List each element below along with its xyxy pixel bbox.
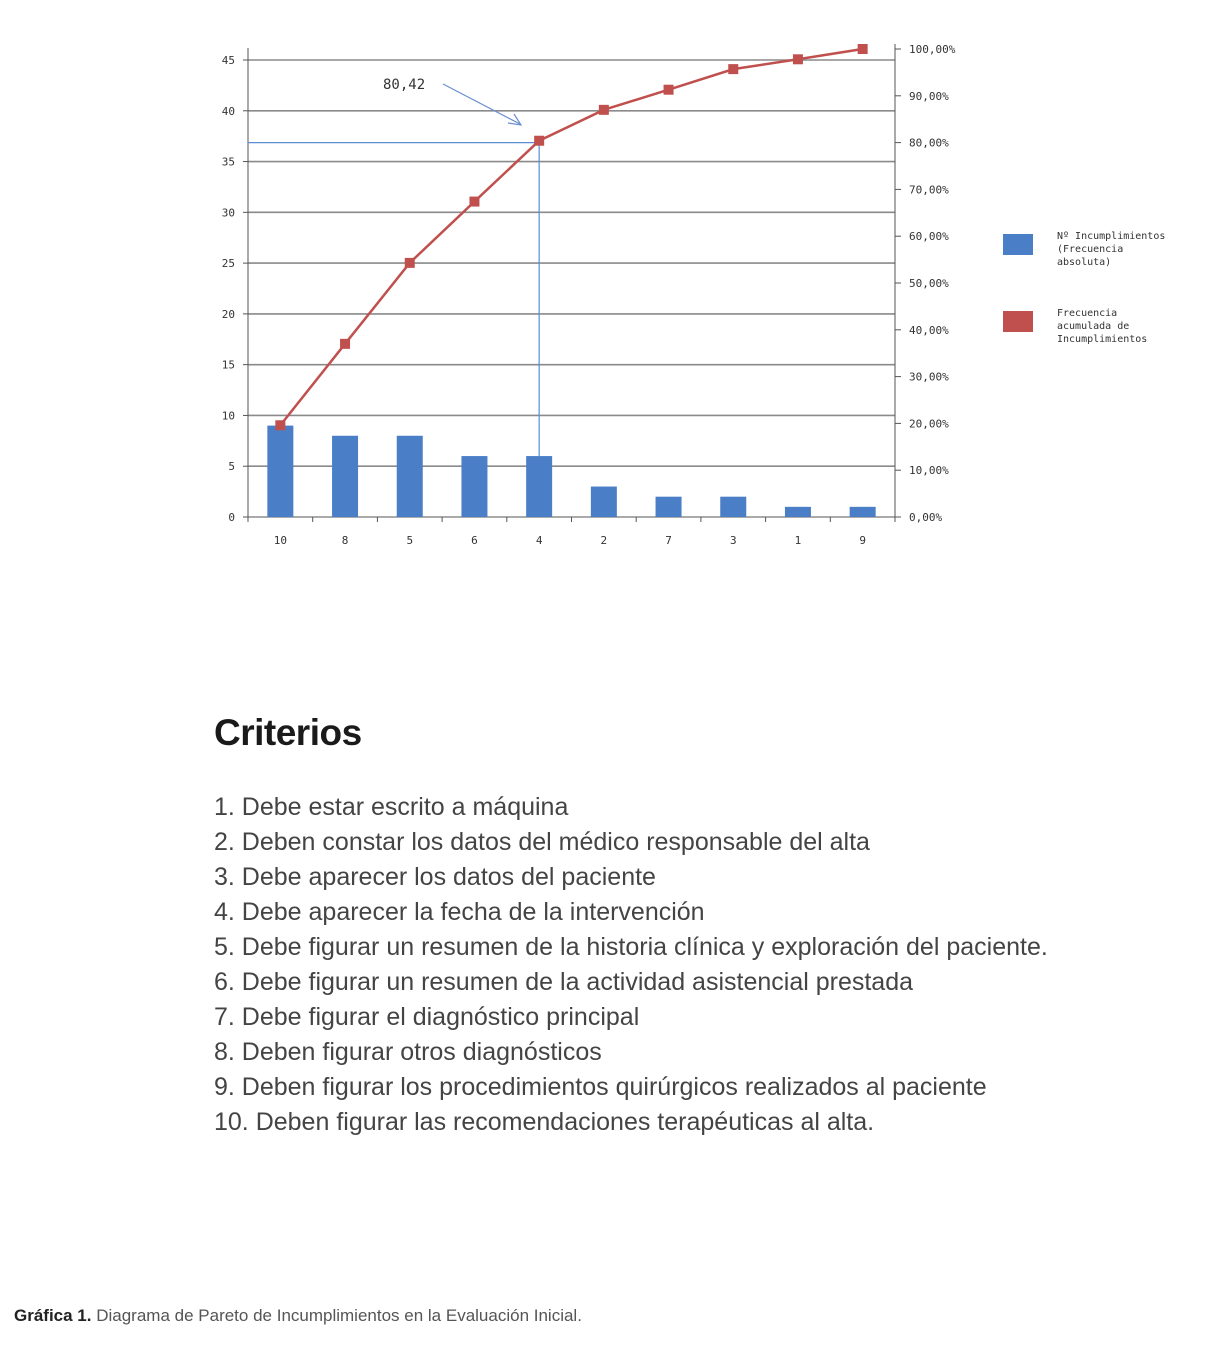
criteria-item: 9. Deben figurar los procedimientos quirúrgicos realizados al paciente bbox=[214, 1073, 987, 1101]
caption-text: Diagrama de Pareto de Incumplimientos en la Evaluación Inicial. bbox=[91, 1306, 582, 1325]
criteria-item: 2. Deben constar los datos del médico responsable del alta bbox=[214, 828, 870, 856]
criteria-section bbox=[214, 712, 1174, 1140]
cumulative-point bbox=[275, 420, 285, 430]
y-right-tick-label: 100,00% bbox=[909, 43, 956, 56]
cumulative-point bbox=[728, 64, 738, 74]
y-left-tick-label: 35 bbox=[221, 155, 235, 169]
y-left-tick-label: 5 bbox=[228, 460, 235, 474]
y-left-tick-label: 0 bbox=[228, 511, 235, 524]
x-tick-label: 5 bbox=[406, 534, 414, 547]
y-right-tick-label: 10,00% bbox=[909, 464, 949, 478]
cumulative-point bbox=[858, 44, 868, 54]
bar bbox=[267, 426, 293, 517]
figure-caption bbox=[14, 1306, 582, 1326]
x-tick-label: 1 bbox=[794, 534, 802, 547]
y-left-tick-label: 10 bbox=[221, 409, 235, 423]
y-right-tick-label: 90,00% bbox=[909, 89, 949, 103]
cumulative-point bbox=[534, 136, 544, 146]
annotation-arrow bbox=[443, 84, 520, 124]
y-right-tick-label: 70,00% bbox=[909, 183, 949, 197]
criteria-item: 6. Debe figurar un resumen de la actividad asistencial prestada bbox=[214, 968, 914, 996]
cumulative-point bbox=[405, 258, 415, 268]
annotation-label: 80,42 bbox=[383, 77, 426, 93]
criteria-title: Criterios bbox=[214, 712, 362, 753]
criteria-item: 10. Deben figurar las recomendaciones terapéuticas al alta. bbox=[214, 1108, 875, 1136]
bar bbox=[461, 456, 487, 517]
pareto-chart bbox=[0, 0, 1211, 600]
cumulative-point bbox=[664, 85, 674, 95]
criteria-item: 5. Debe figurar un resumen de la historia clínica y exploración del paciente. bbox=[214, 933, 1048, 961]
bar bbox=[785, 507, 811, 517]
y-right-tick-label: 0,00% bbox=[909, 511, 943, 524]
x-tick-label: 7 bbox=[665, 534, 672, 547]
criteria-item: 4. Debe aparecer la fecha de la intervención bbox=[214, 898, 705, 926]
legend-label: Nº Incumplimientos (Frecuencia absoluta) bbox=[1057, 231, 1166, 268]
cumulative-point bbox=[793, 54, 803, 64]
y-left-tick-label: 25 bbox=[221, 257, 235, 271]
x-tick-label: 4 bbox=[535, 534, 543, 547]
bar bbox=[397, 436, 423, 517]
bar bbox=[526, 456, 552, 517]
y-right-tick-label: 60,00% bbox=[909, 230, 949, 244]
x-tick-label: 10 bbox=[273, 534, 287, 547]
legend-swatch bbox=[1003, 234, 1033, 255]
x-tick-label: 8 bbox=[341, 534, 349, 547]
bar bbox=[656, 497, 682, 517]
y-left-tick-label: 45 bbox=[221, 54, 235, 67]
criteria-item: 1. Debe estar escrito a máquina bbox=[214, 793, 569, 821]
y-left-tick-label: 20 bbox=[221, 307, 235, 321]
x-tick-label: 2 bbox=[600, 534, 608, 547]
cumulative-point bbox=[340, 339, 350, 349]
criteria-item: 7. Debe figurar el diagnóstico principal bbox=[214, 1003, 640, 1031]
y-left-tick-label: 30 bbox=[221, 206, 235, 220]
y-left-tick-label: 40 bbox=[221, 104, 235, 118]
y-right-tick-label: 80,00% bbox=[909, 136, 949, 150]
caption-label: Gráfica 1. bbox=[14, 1306, 92, 1325]
legend-label: Frecuencia acumulada de Incumplimientos bbox=[1057, 308, 1148, 345]
y-left-tick-label: 15 bbox=[221, 358, 235, 372]
x-tick-label: 9 bbox=[859, 534, 866, 547]
x-tick-label: 6 bbox=[471, 534, 478, 547]
criteria-item: 8. Deben figurar otros diagnósticos bbox=[214, 1038, 602, 1066]
bar bbox=[332, 436, 358, 517]
bar bbox=[850, 507, 876, 517]
bar bbox=[720, 497, 746, 517]
criteria-item: 3. Debe aparecer los datos del paciente bbox=[214, 863, 656, 891]
legend-swatch bbox=[1003, 311, 1033, 332]
y-right-tick-label: 50,00% bbox=[909, 277, 949, 290]
y-right-tick-label: 40,00% bbox=[909, 323, 949, 337]
criteria-list bbox=[214, 790, 1174, 1140]
bar bbox=[591, 487, 617, 517]
y-right-tick-label: 30,00% bbox=[909, 370, 949, 384]
cumulative-point bbox=[469, 197, 479, 207]
x-tick-label: 3 bbox=[729, 534, 737, 547]
cumulative-point bbox=[599, 105, 609, 115]
cumulative-line bbox=[280, 49, 862, 425]
y-right-tick-label: 20,00% bbox=[909, 417, 949, 431]
